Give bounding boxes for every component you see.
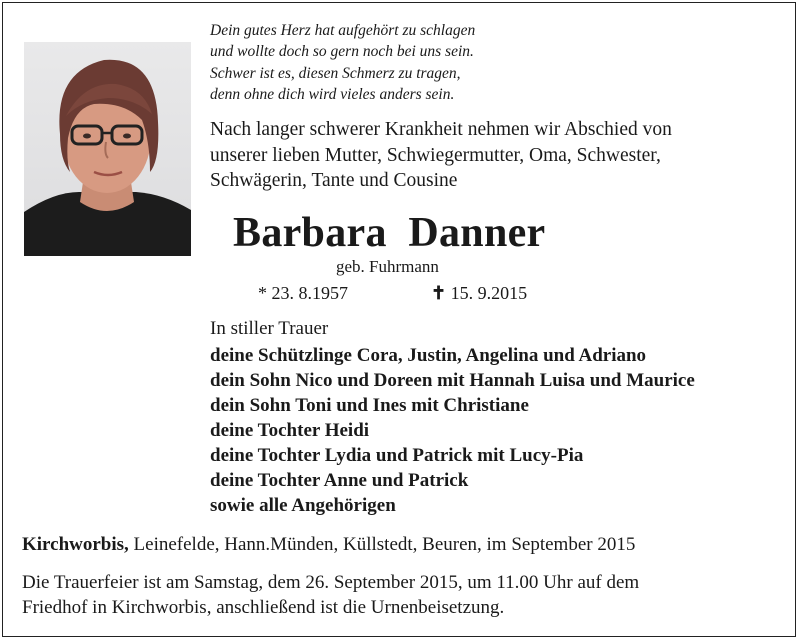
intro-line: unserer lieben Mutter, Schwiegermutter, Oma, Schwester, (210, 144, 661, 166)
mourner-entry: deine Tochter Lydia und Patrick mit Lucy-Pia (210, 445, 584, 466)
mourner-entry: dein Sohn Nico und Doreen mit Hannah Luisa und Maurice (210, 370, 695, 391)
poem-line: Dein gutes Herz hat aufgehört zu schlagen (210, 22, 476, 39)
memorial-poem (210, 20, 475, 105)
mourner-entry: deine Tochter Anne und Patrick (210, 470, 469, 491)
farewell-intro (210, 117, 672, 194)
mourners-list (210, 343, 695, 518)
funeral-line: Friedhof in Kirchworbis, anschließend ist die Urnenbeisetzung. (22, 597, 505, 618)
mourner-entry: sowie alle Angehörigen (210, 495, 396, 516)
other-places: Leinefelde, Hann.Münden, Küllstedt, Beuren, im September 2015 (128, 534, 636, 555)
death-date: 15. 9.2015 (450, 283, 528, 303)
mourner-entry: deine Schützlinge Cora, Justin, Angelina und Adriano (210, 345, 647, 366)
maiden-name: geb. Fuhrmann (336, 257, 439, 276)
mourner-entry: dein Sohn Toni und Ines mit Christiane (210, 395, 529, 416)
deceased-name: Barbara Danner (233, 210, 546, 256)
death-date-line (431, 283, 527, 304)
portrait-photo (24, 42, 191, 256)
mourner-entry: deine Tochter Heidi (210, 420, 370, 441)
poem-line: Schwer ist es, diesen Schmerz zu tragen, (210, 64, 461, 82)
intro-line: Nach langer schwerer Krankheit nehmen wir Abschied von (210, 119, 672, 140)
poem-line: und wollte doch so gern noch bei uns sein. (210, 43, 474, 61)
main-place: Kirchworbis, (22, 534, 129, 555)
birth-date: * 23. 8.1957 (258, 283, 348, 303)
mourning-heading: In stiller Trauer (210, 318, 329, 339)
cross-icon: ✝ (431, 283, 447, 303)
funeral-notice (22, 570, 639, 620)
funeral-line: Die Trauerfeier ist am Samstag, dem 26. September 2015, um 11.00 Uhr auf dem (22, 572, 640, 593)
poem-line: denn ohne dich wird vieles anders sein. (210, 85, 455, 103)
places-and-date (22, 534, 635, 556)
intro-line: Schwägerin, Tante und Cousine (210, 170, 458, 191)
